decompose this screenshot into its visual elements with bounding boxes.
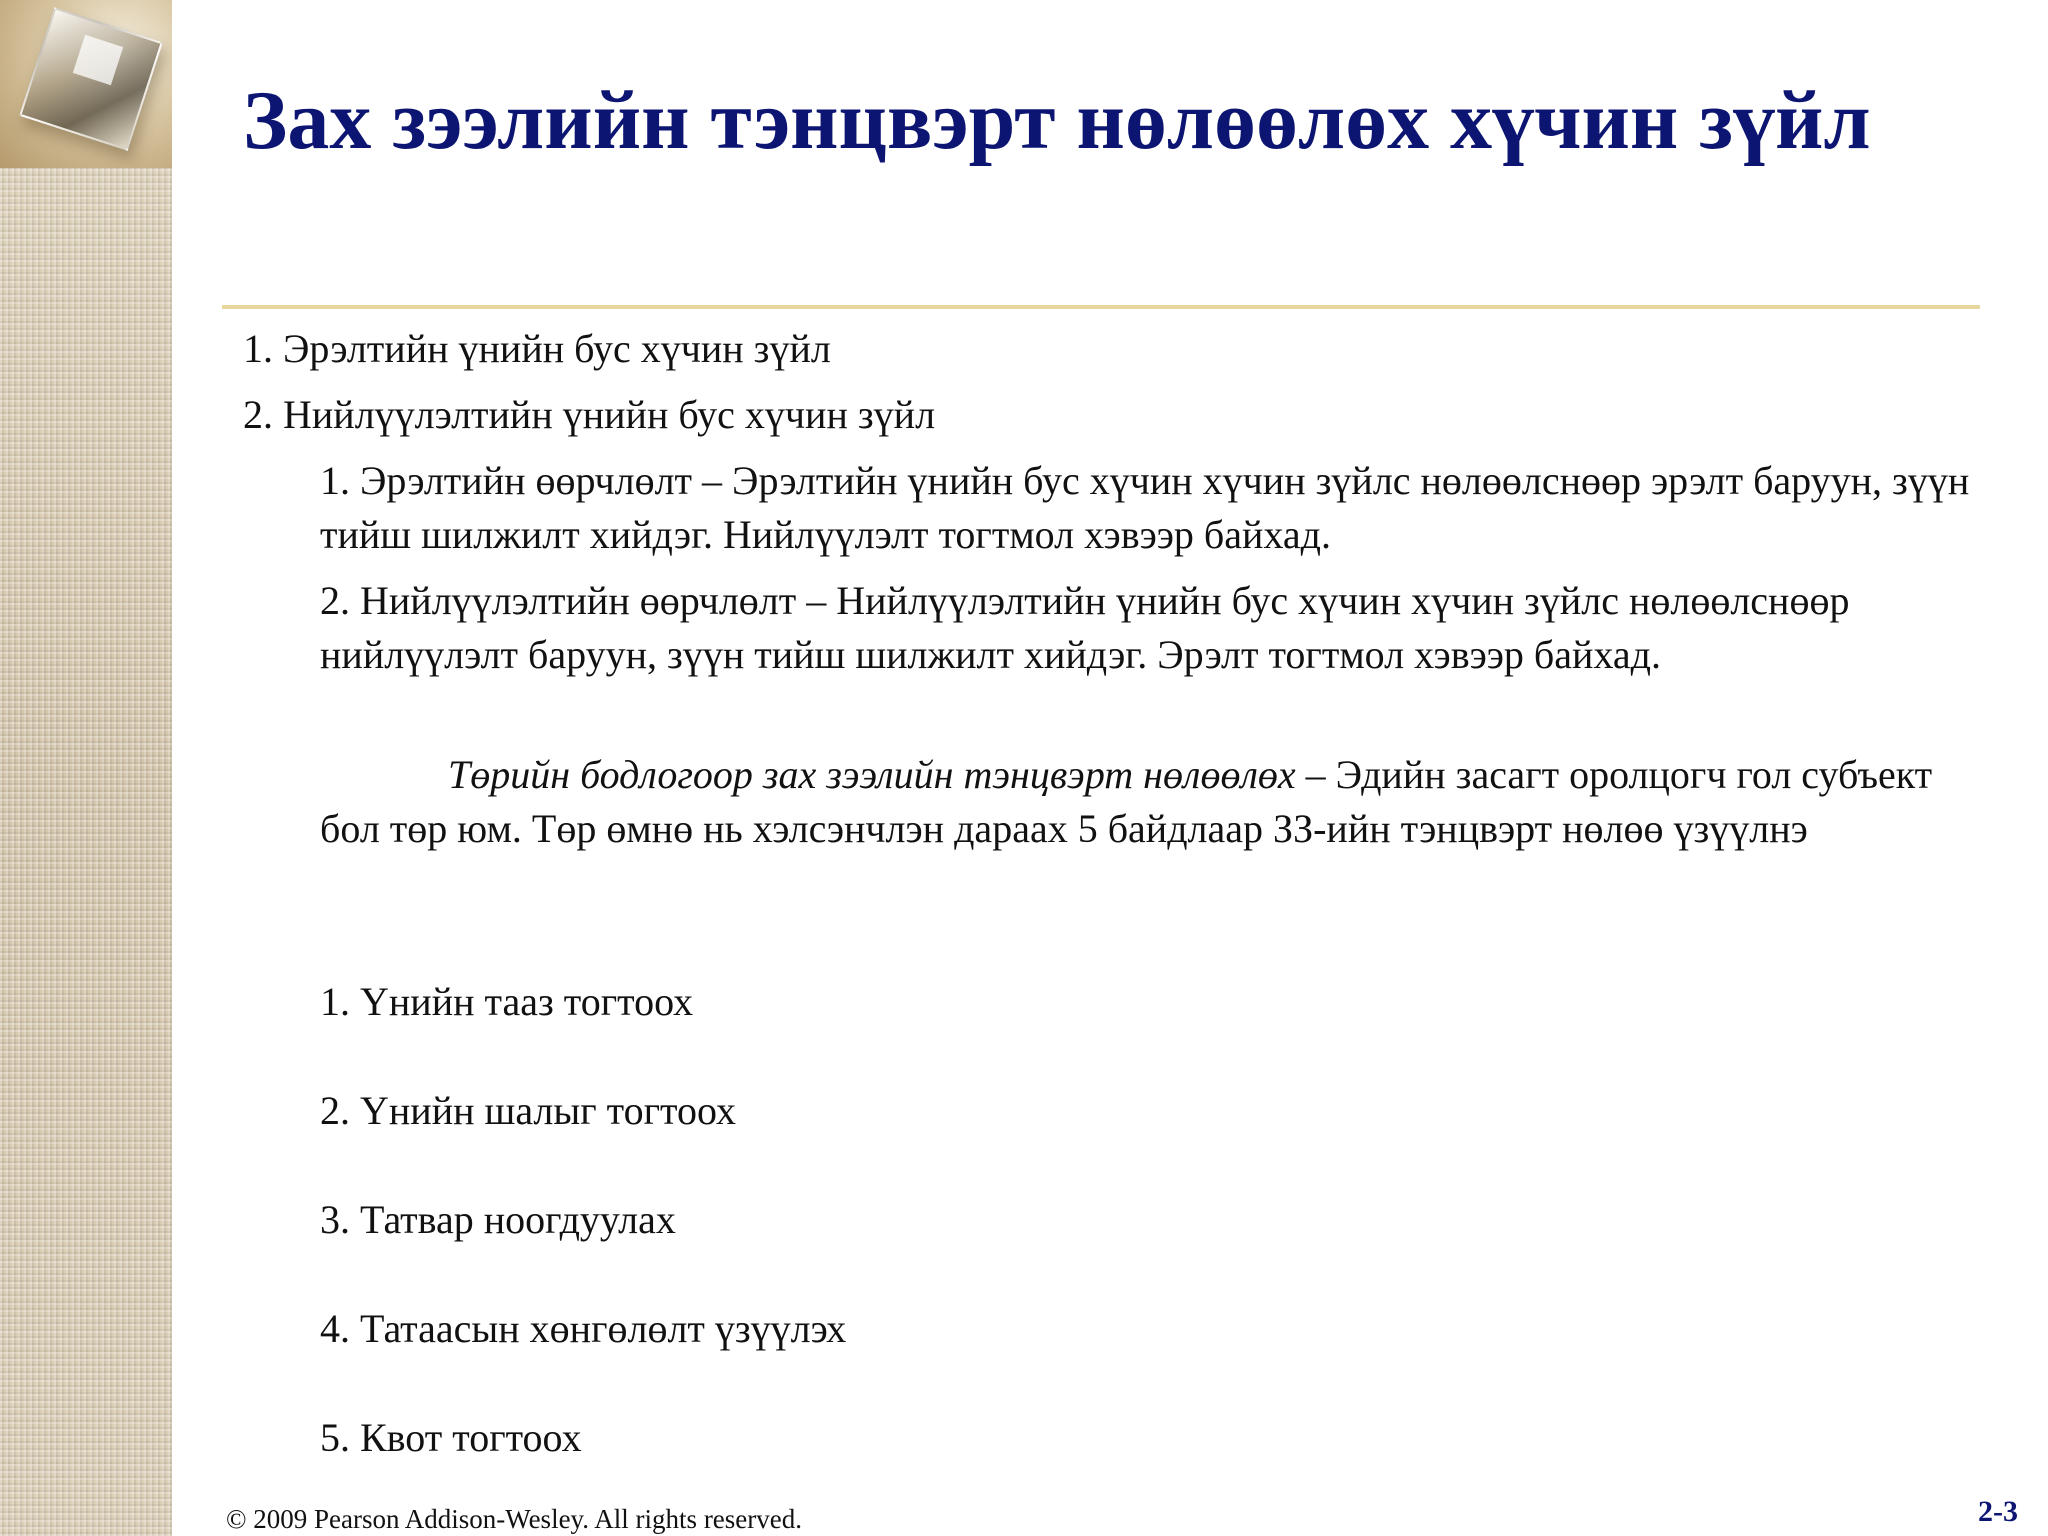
paragraph-supply-change: 2. Нийлүүлэлтийн өөрчлөлт – Нийлүүлэлтийн үнийн бус хүчин хүчин зүйлс нөлөөлснөөр нийлүүлэлт баруун, зүүн тийш шилжилт хийдэг. Эрэлт тогтмол хэвээр байхад. [320, 578, 1850, 677]
paragraph-demand-change: 1. Эрэлтийн өөрчлөлт – Эрэлтийн үнийн бус хүчин хүчин зүйлс нөлөөлснөөр эрэлт баруун, зүүн тийш шилжилт хийдэг. Нийлүүлэлт тогтмол хэвээр байхад. [320, 458, 1970, 557]
measure-subsidy: 4. Татаасын хөнгөлөлт үзүүлэх [320, 1306, 847, 1351]
measure-price-floor: 2. Үнийн шалыг тогтоох [320, 1088, 736, 1133]
policy-emphasis: Төрийн бодлогоор зах зээлийн тэнцвэрт нөлөөлөх [448, 752, 1296, 797]
list-item-supply-factors: 2. Нийлүүлэлтийн үнийн бус хүчин зүйл [243, 392, 936, 437]
page-number: 2-3 [1978, 1495, 2018, 1528]
policy-text: – Эдийн засагт оролцогч гол субъект бол төр юм. Төр өмнө нь хэлсэнчлэн дараах 5 байдлаар ЗЗ-ийн тэнцвэрт нөлөө үзүүлнэ [320, 752, 1933, 851]
glass-cube-photo [0, 0, 172, 168]
paragraph-government-policy [320, 748, 2000, 856]
decorative-side-strip [0, 0, 172, 1536]
copyright-footer: © 2009 Pearson Addison-Wesley. All rights reserved. [226, 1504, 803, 1534]
title-divider [222, 305, 1980, 309]
list-item-demand-factors: 1. Эрэлтийн үнийн бус хүчин зүйл [243, 326, 831, 371]
slide-title: Зах зээлийн тэнцвэрт нөлөөлөх хүчин зүйл [243, 74, 1871, 167]
measure-quota: 5. Квот тогтоох [320, 1415, 582, 1460]
measure-tax: 3. Татвар ноогдуулах [320, 1197, 676, 1242]
measure-price-ceiling: 1. Үнийн тааз тогтоох [320, 979, 694, 1024]
